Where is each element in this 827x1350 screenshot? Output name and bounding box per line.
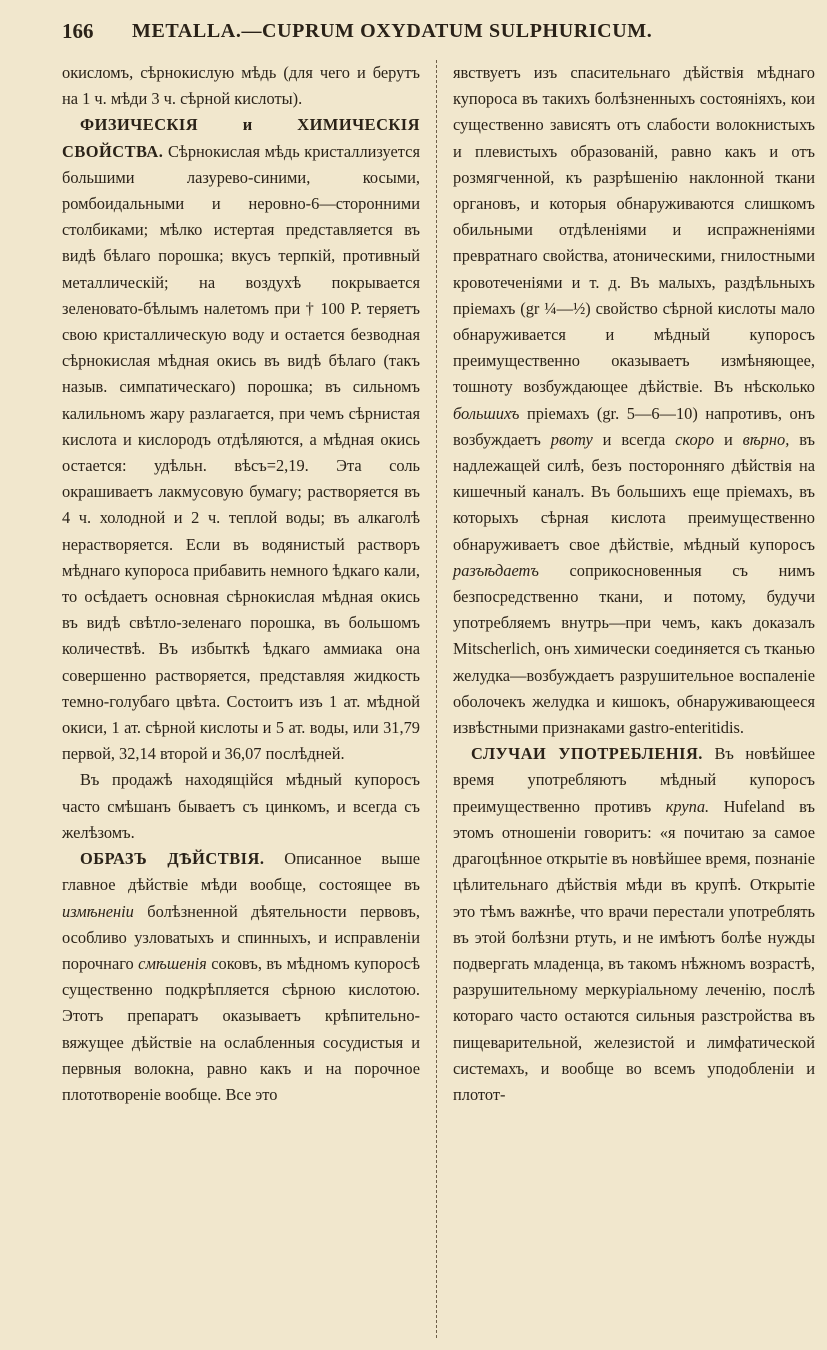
paragraph-text: въ надлежащей силѣ, безъ посторонняго дѣйствія на кишечный каналъ. Въ большихъ еще пріемахъ, въ которыхъ сѣрная кислота преимущественно обнаруживаетъ свое дѣйствіе, мѣдный купоросъ [453, 429, 816, 554]
italic-term: большихъ [453, 403, 520, 423]
italic-term: разъѣдаетъ [453, 560, 539, 580]
paragraph-text: Hufeland въ этомъ отношеніи говоритъ: «я почитаю за самое драгоцѣнное открытіе въ новѣйшее время, познаніе цѣлительнаго дѣйствія мѣди въ крупѣ. Открытіе это тѣмъ важнѣе, что врачи перестали употреблять въ этой болѣзни ртуть, и не имѣютъ болѣе нужды подвергать младенца, въ такомъ нѣжномъ возрастѣ, разрушительному меркуріальному леченію, послѣ котораго часто остаются сильныя разстройства въ пищеварительной, железистой и лимфатической системахъ, и вообще во всемъ уподобленіи и плотот- [453, 796, 815, 1104]
paragraph-text: Описанное выше главное дѣйствіе мѣди вообще, состоящее въ [62, 849, 420, 895]
page-number: 166 [62, 18, 94, 43]
section-heading-uses: СЛУЧАИ УПОТРЕБЛЕНІЯ. [471, 744, 703, 764]
paragraph-text: и всегда [592, 429, 676, 449]
paragraph-text: окисломъ, сѣрнокислую мѣдь (для чего и берутъ на 1 ч. мѣди 3 ч. сѣрной кислоты). [62, 63, 420, 109]
running-title: METALLA.—CUPRUM OXYDATUM SULPHURICUM. [132, 19, 653, 42]
paragraph-text: Сѣрнокислая мѣдь кристаллизуется большими лазурево-синими, косыми, ромбоидальными и неровно-6—сторонними столбиками; мѣлко истертая представляется въ видѣ бѣлаго порошка; вкусъ терпкій, противный металлическій; на воздухѣ покрывается зеленовато-бѣлымъ налетомъ при † 100 Р. теряетъ свою кристаллическую воду и остается безводная сѣрнокислая мѣдная окись въ видѣ бѣлаго (такъ назыв. симпатическаго) порошка; въ сильномъ калильномъ жару разлагается, при чемъ сѣрнистая кислота и кислородъ отдѣляются, а мѣдная окись остается: удѣльн. вѣсъ=2,19. Эта соль окрашиваетъ лакмусовую бумагу; растворяется въ 4 ч. холодной и 2 ч. теплой воды; въ алкаголѣ нерастворяется. Если въ водянистый растворъ мѣднаго купороса прибавить немного ѣдкаго кали, то осѣдаетъ основная сѣрнокислая мѣдная окись въ видѣ свѣтло-зеленаго порошка, въ большомъ количествѣ. Въ избыткѣ ѣдкаго аммиака она совершенно растворяется, представляя жидкость темно-голубаго цвѣта. Состоитъ изъ 1 ат. мѣдной окиси, 1 ат. сѣрной кислоты и 5 ат. воды, или 31,79 первой, 32,14 второй и 36,07 послѣдней. [62, 141, 420, 764]
column-divider [436, 60, 437, 1338]
paragraph-continuation [62, 60, 420, 112]
paragraph-text: Въ продажѣ находящійся мѣдный купоросъ часто смѣшанъ бываетъ съ цинкомъ, и всегда съ желѣзомъ. [62, 770, 420, 842]
italic-term: крупа. [665, 796, 710, 816]
paragraph-text: и [714, 429, 743, 449]
paragraph-action [62, 846, 420, 1108]
right-column [453, 60, 815, 1350]
paragraph-properties [62, 112, 420, 767]
paragraph-uses [453, 741, 815, 1108]
page-header [62, 14, 717, 48]
italic-term: скоро [675, 429, 715, 449]
italic-term: вѣрно, [742, 429, 790, 449]
paragraph-commerce [62, 767, 420, 846]
paragraph-text: соприкосновенныя съ нимъ безпосредственно ткани, и потому, будучи употребляемъ внутрь—при чемъ, какъ доказалъ Mitscherlich, онъ химически соединяется съ тканью желудка—возбуждаетъ разрушительное воспаленіе оболочекъ желудка и кишокъ, обнаруживающееся извѣстными признаками gastro-enteritidis. [453, 560, 815, 738]
paragraph-text: пріемахъ (gr. 5—6—10) напротивъ, онъ возбуждаетъ [453, 403, 815, 449]
left-column [62, 60, 420, 1350]
paragraph-text: болѣзненной дѣятельности первовъ, особливо узловатыхъ и спинныхъ, и исправленіи порочнаго [62, 901, 420, 973]
section-heading-properties: ФИЗИЧЕСКІЯ и ХИМИЧЕСКІЯ СВОЙСТВА. [62, 115, 420, 161]
paragraph-text: соковъ, въ мѣдномъ купоросѣ существенно подкрѣпляется сѣрною кислотою. Этотъ препаратъ оказываетъ крѣпительно-вяжущее дѣйствіе на ослабленныя сосудистыя и первныя волокна, равно какъ и на порочное плототвореніе вообще. Все это [62, 953, 420, 1104]
section-heading-action: ОБРАЗЪ ДѢЙСТВІЯ. [80, 849, 265, 869]
paragraph-continuation [453, 60, 815, 741]
paragraph-text: Въ новѣйшее время употребляютъ мѣдный купоросъ преимущественно противъ [453, 744, 815, 816]
paragraph-text: явствуетъ изъ спасительнаго дѣйствія мѣднаго купороса въ такихъ болѣзненныхъ состояніяхъ, кои существенно зависятъ отъ слабости волокнистыхъ и плевистыхъ образованій, равно какъ и отъ розмягченной, къ разрѣшенію наклонной ткани органовъ, и которыя обнаруживаются слишкомъ обильными отдѣленіями и испражненіями превратнаго свойства, атоническими, гнилостными кровотеченіями и т. д. Въ малыхъ, раздѣльныхъ пріемахъ (gr ¼—½) свойство сѣрной кислоты мало обнаруживается и мѣдный купоросъ преимущественно оказываетъ измѣняющее, тошноту возбуждающее дѣйствіе. Въ нѣсколько [453, 63, 815, 397]
italic-term: рвоту [550, 429, 593, 449]
italic-term: измѣненіи [62, 901, 134, 921]
italic-term: смѣшенія [138, 953, 207, 973]
